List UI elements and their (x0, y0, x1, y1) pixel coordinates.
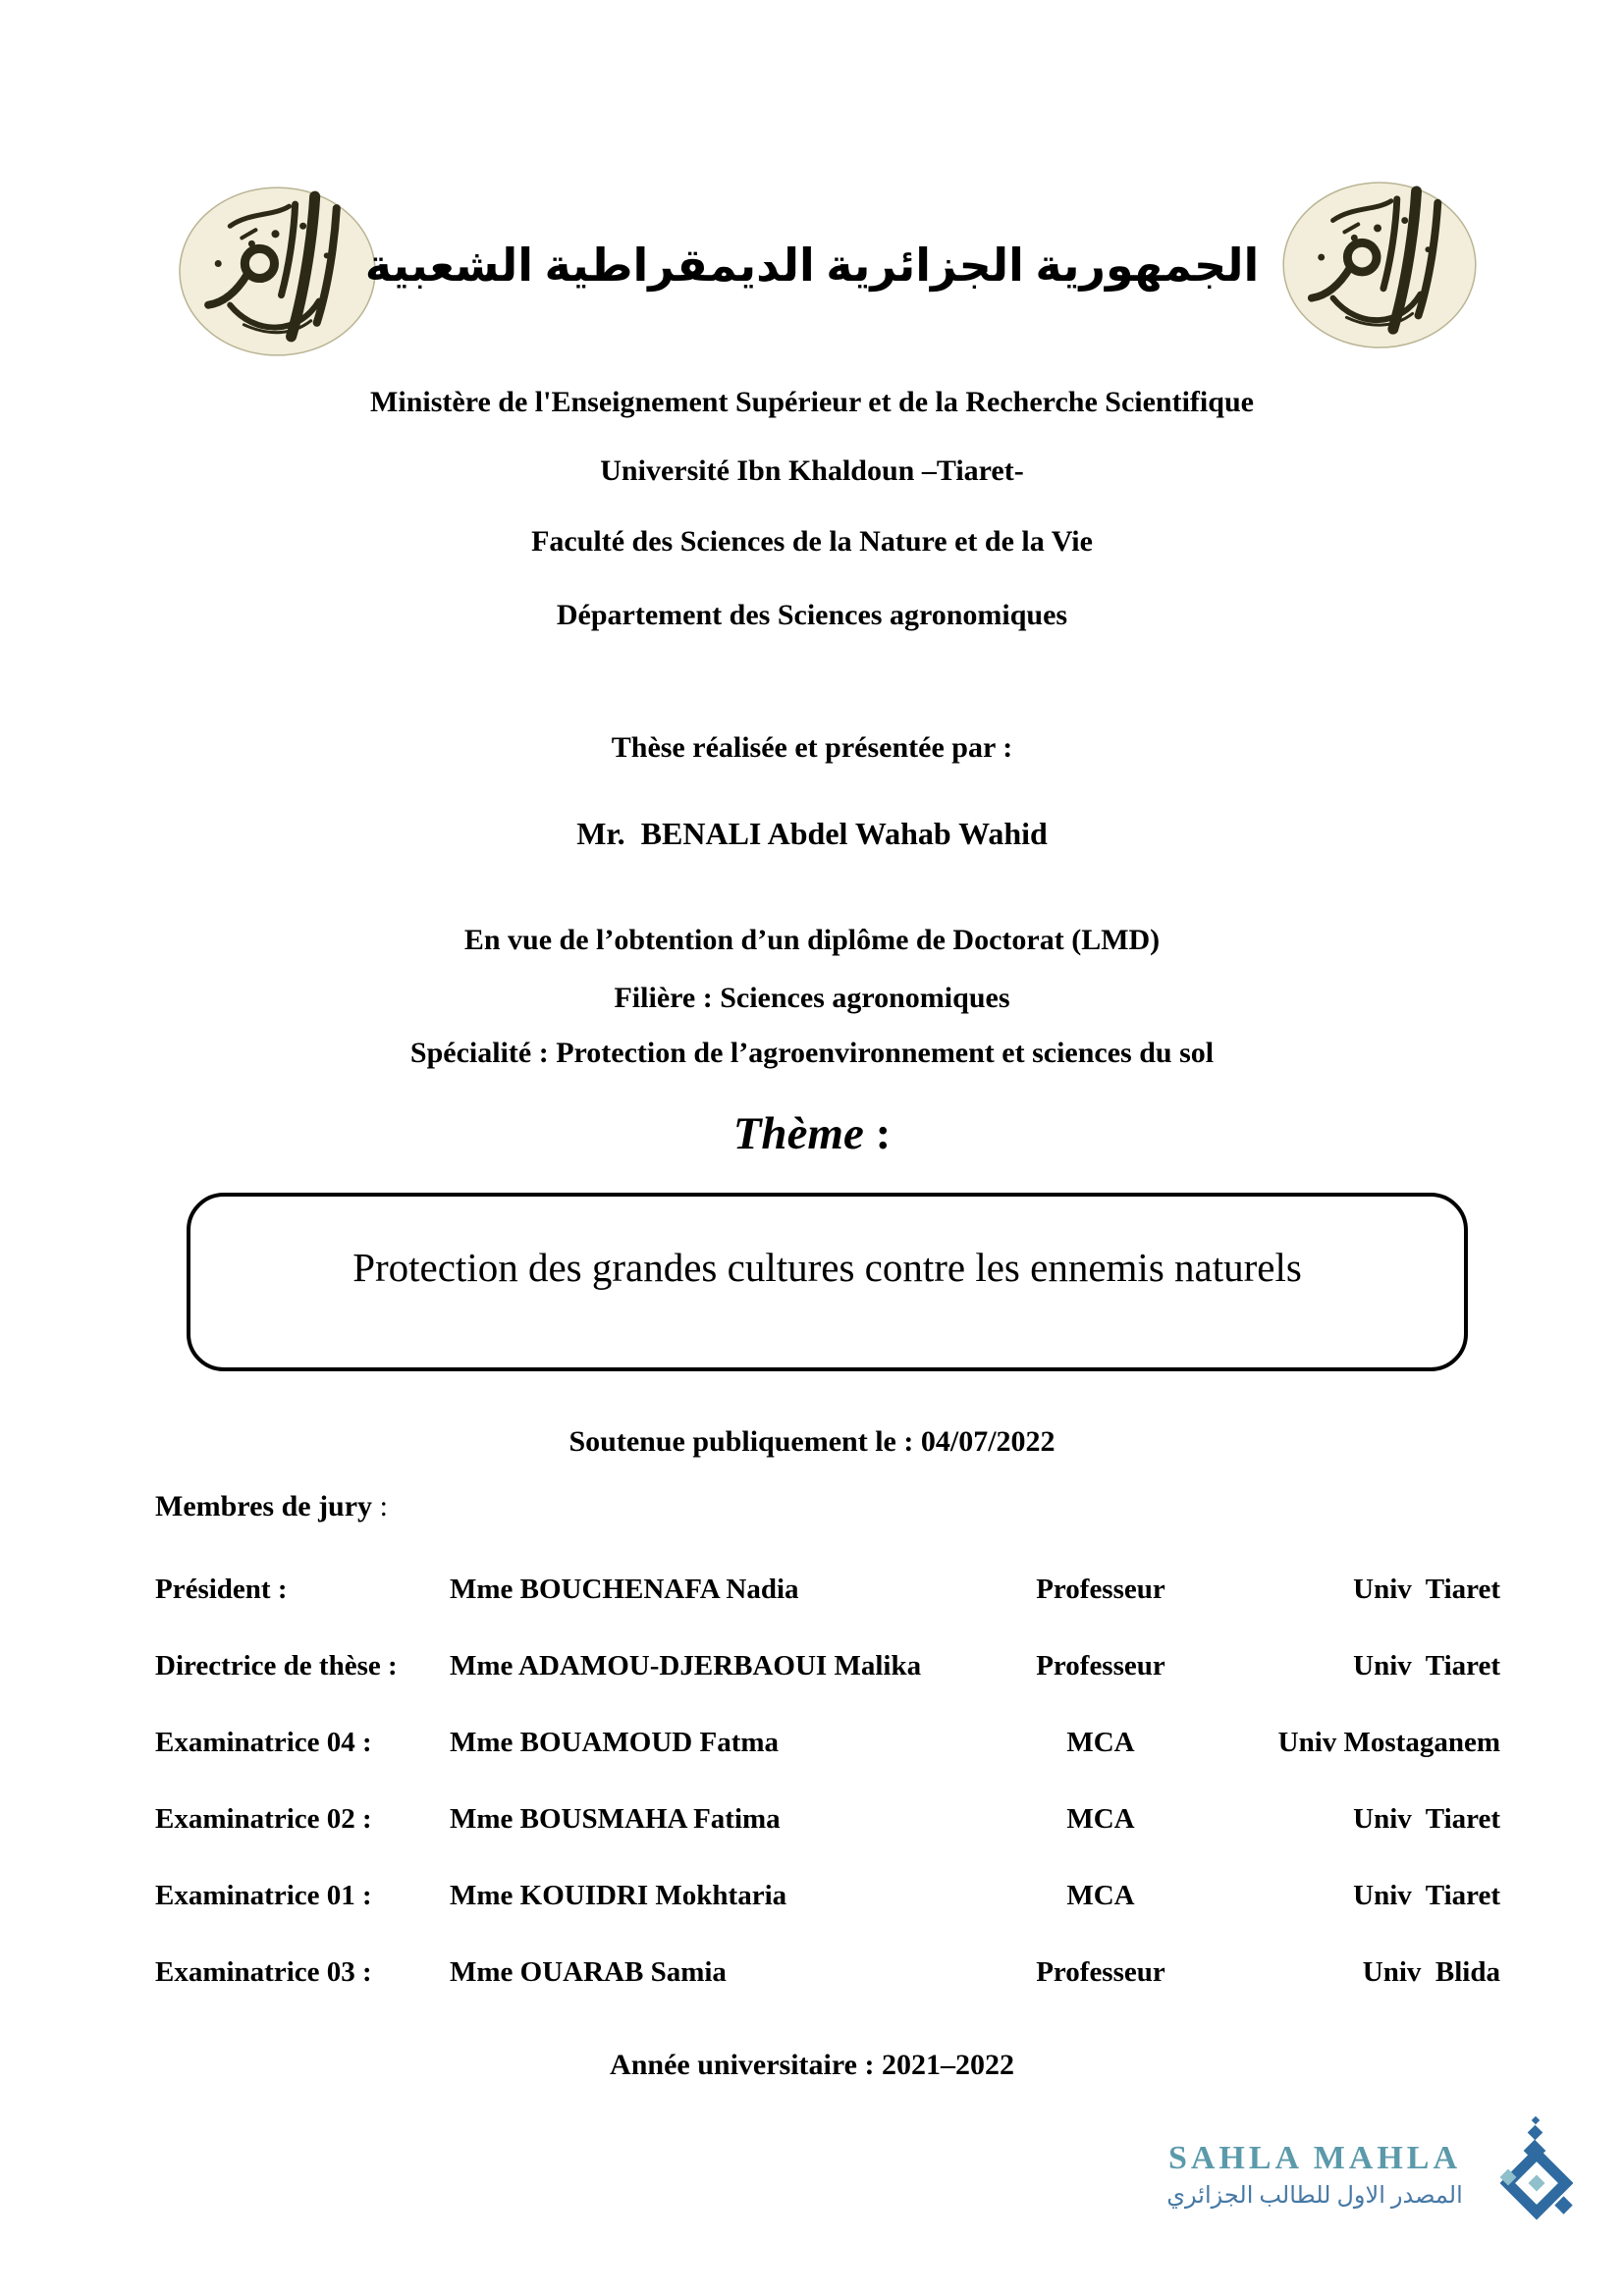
calligraphy-knot-icon (1500, 2116, 1573, 2224)
jury-name: Mme BOUSMAHA Fatima (450, 1803, 781, 1835)
jury-role: Examinatrice 04 : (155, 1727, 372, 1758)
theme-heading (0, 1107, 1624, 1160)
jury-heading-colon: : (372, 1490, 388, 1522)
defense-date-line: Soutenue publiquement le : 04/07/2022 (568, 1425, 1056, 1458)
jury-university: Univ Mostaganem (1277, 1727, 1500, 1758)
jury-name: Mme KOUIDRI Mokhtaria (450, 1880, 787, 1911)
republic-arabic-title: الجمهورية الجزائرية الديمقراطية الشعبية (364, 240, 1260, 291)
department-line: Département des Sciences agronomiques (556, 599, 1068, 631)
jury-university: Univ Tiaret (1353, 1880, 1500, 1911)
jury-grade: MCA (1066, 1803, 1135, 1835)
degree-line: En vue de l’obtention d’un diplôme de Doctorat (LMD) (463, 924, 1161, 956)
university-line: Université Ibn Khaldoun –Tiaret- (600, 454, 1024, 487)
speciality-line: Spécialité : Protection de l’agroenvironnement et sciences du sol (409, 1037, 1215, 1069)
jury-table (155, 1574, 1500, 2033)
jury-row (155, 1880, 1500, 1915)
watermark-tagline: المصدر الاول للطالب الجزائري (1166, 2183, 1463, 2209)
jury-grade: Professeur (1036, 1956, 1165, 1988)
jury-grade: MCA (1066, 1727, 1135, 1758)
faculty-line: Faculté des Sciences de la Nature et de la Vie (531, 525, 1093, 558)
thesis-title: Protection des grandes cultures contre les ennemis naturels (352, 1245, 1302, 1290)
jury-grade: Professeur (1036, 1650, 1165, 1682)
jury-row (155, 1727, 1500, 1762)
jury-row (155, 1574, 1500, 1609)
jury-role: Examinatrice 01 : (155, 1880, 372, 1911)
jury-row (155, 1803, 1500, 1839)
jury-grade: Professeur (1036, 1574, 1165, 1605)
jury-row (155, 1650, 1500, 1685)
academic-year-line: Année universitaire : 2021–2022 (610, 2049, 1014, 2081)
theme-colon: : (863, 1108, 892, 1159)
jury-name: Mme OUARAB Samia (450, 1956, 727, 1988)
jury-role: Examinatrice 03 : (155, 1956, 372, 1988)
jury-role: Directrice de thèse : (155, 1650, 398, 1682)
jury-row (155, 1956, 1500, 1992)
jury-name: Mme ADAMOU-DJERBAOUI Malika (450, 1650, 922, 1682)
jury-heading (155, 1490, 388, 1523)
jury-university: Univ Tiaret (1353, 1574, 1500, 1605)
jury-heading-text: Membres de jury (155, 1490, 373, 1522)
jury-grade: MCA (1066, 1880, 1135, 1911)
jury-role: Examinatrice 02 : (155, 1803, 372, 1835)
sahla-mahla-logo-icon (1500, 2116, 1573, 2224)
watermark-brand: SAHLA MAHLA (1167, 2140, 1462, 2176)
jury-university: Univ Tiaret (1353, 1803, 1500, 1835)
ministry-line: Ministère de l'Enseignement Supérieur et de la Recherche Scientifique (370, 386, 1254, 418)
presented-by-line: Thèse réalisée et présentée par : (611, 731, 1013, 764)
theme-word: Thème (732, 1108, 864, 1159)
jury-name: Mme BOUCHENAFA Nadia (450, 1574, 799, 1605)
field-line: Filière : Sciences agronomiques (614, 982, 1010, 1014)
jury-university: Univ Tiaret (1353, 1650, 1500, 1682)
author-name: Mr. BENALI Abdel Wahab Wahid (576, 816, 1048, 851)
thesis-title-box (187, 1193, 1468, 1371)
jury-university: Univ Blida (1362, 1956, 1500, 1988)
jury-name: Mme BOUAMOUD Fatma (450, 1727, 780, 1758)
jury-role: Président : (155, 1574, 288, 1605)
